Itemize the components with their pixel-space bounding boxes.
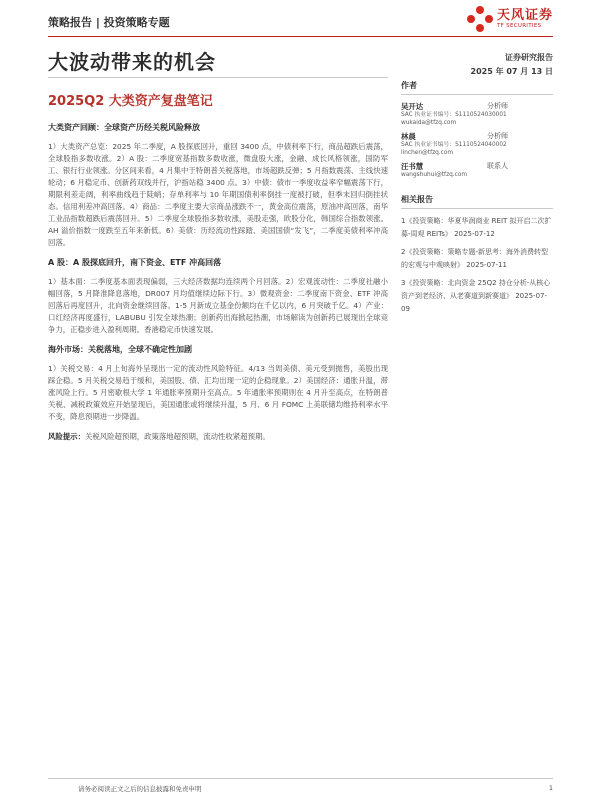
section-paragraph: 1）关税交易：4 月上旬海外呈现出一定的流动性风险特征。4/13 当周美债、美元受到抛售，美股出现踩企稳。5 月关税交易趋于缓和，美国股、债、汇均出现一定的企稳现象。2）美国经济：通胀升温，滞涨风险上行。5 月密歇根大学 1 年通胀率预期升至高点。5 年通胀率预期则在 4 月升至高点，在特朗普关税、减税政策效应开始显现后，美国通胀或将继续升温，5 月、6 月 FOMC 上美联储均维持利率水平不变，降息预期进一步降温。 — [48, 364, 388, 421]
author-email[interactable]: wukaida@tfzq.com — [401, 119, 457, 126]
title-divider — [48, 77, 388, 78]
section-overseas — [48, 344, 388, 423]
section-a-share — [48, 257, 388, 336]
author-email[interactable]: wangshuhui@tfzq.com — [401, 172, 468, 178]
related-report-link[interactable]: 1《投资策略：华夏华润商业 REIT 拟开启二次扩募-周观 REITs》 2025-07-12 — [401, 216, 552, 238]
company-logo — [467, 6, 553, 32]
author-card — [401, 131, 553, 157]
related-reports — [401, 194, 553, 316]
author-role: 联系人 — [487, 162, 508, 170]
risk-label: 风险提示： — [48, 432, 85, 441]
section-heading: 海外市场：关税落地，全球不确定性加剧 — [48, 345, 192, 354]
risk-text: 关税风险超预期，政策落地超预期，流动性收紧超预期。 — [84, 432, 270, 441]
disclaimer-note: 请务必阅读正文之后的信息披露和免责申明 — [78, 785, 202, 793]
author-card — [401, 101, 553, 127]
section-heading: 大类资产回顾：全球资产历经关税风险释放 — [48, 123, 200, 132]
related-heading: 相关报告 — [401, 194, 553, 209]
authors-heading: 作者 — [401, 80, 553, 95]
footer-divider — [48, 778, 553, 779]
page-number: 1 — [548, 784, 553, 792]
author-name: 吴开达 — [401, 102, 424, 111]
section-paragraph: 1）大类资产总览：2025 年二季度，A 股探底回升，重回 3400 点，中债利率下行，商品超跌后震荡，全球股指多数收涨。2）A 股：二季度宽基指数多数收涨，微盘股大涨，金融、成长风格领涨，国防军工、银行行业领涨。分区间来看，4 月集中于特朗普关税落地，市场超跌反弹；5 月指数震荡、主线快速轮动；6 月稳定币、创新药双线并行，沪指站稳 3400 点。3）中债：债市一季度收益率窄幅震荡下行，期限利差走阔，利率曲线趋于陡峭；存单利率与 10 年期国债利率倒挂一度被打破，但季末回归倒挂状态。信用利差冲高回落。4）商品：二季度主要大宗商品涨跌不一，黄金高位震荡，原油冲高回落，南华工业品指数超跌后震荡回升。5）二季度全球股指多数收涨，美股走强，欧股分化，韩国综合指数领涨。AH 溢价指数一度跌至五年来新低。6）美债：历经流动性踩踏、美国国债“发飞”，二季度美债利率冲高回落。 — [48, 142, 388, 247]
author-role: 分析师 — [487, 102, 508, 110]
related-report-link[interactable]: 2《投资策略：策略专题-新思考：海外消费转型的宏观与中观映射》 2025-07-11 — [401, 247, 548, 269]
main-content — [48, 122, 388, 443]
risk-warning — [48, 431, 388, 443]
section-asset-review — [48, 122, 388, 249]
author-name: 汪书慧 — [401, 162, 424, 171]
logo-icon — [467, 6, 493, 32]
author-name: 林晨 — [401, 132, 416, 141]
author-email[interactable]: linchen@tfzq.com — [401, 149, 454, 156]
section-heading: A 股：A 股探底回升，南下资金、ETF 冲高回落 — [48, 258, 222, 267]
page-subtitle: 2025Q2 大类资产复盘笔记 — [48, 94, 213, 109]
page-header — [48, 8, 553, 44]
related-report-link[interactable]: 3《投资策略：北向资金 25Q2 持仓分析-从核心资产到老经济、从老赛道到新赛道》 2025-07-09 — [401, 278, 551, 313]
logo-name-en: TF SECURITIES — [496, 23, 542, 29]
header-divider — [48, 36, 553, 37]
author-cert: SAC 执业证书编号：S1110524040002 — [401, 142, 507, 148]
author-card — [401, 161, 553, 180]
sidebar — [401, 80, 553, 321]
report-date: 2025 年 07 月 13 日 — [470, 67, 553, 76]
report-type: 证券研究报告 — [505, 53, 553, 62]
author-cert: SAC 执业证书编号：S1110524030001 — [401, 112, 507, 118]
author-role: 分析师 — [487, 132, 508, 140]
page-title: 大波动带来的机会 — [48, 50, 216, 74]
section-paragraph: 1）基本面：二季度基本面表现偏弱，三大经济数据均连续两个月回落。2）宏观流动性：二季度社融小幅回落，5 月降准降息落地，DR007 月均值继续边际下行。3）微观资金：二季度南下资金、ETF 冲高回落后再度回升，北向资金继续回落。1-5 月新成立基金份额均在千亿以内，6 月突破千亿。4）产业：口红经济再度盛行，LABUBU 引发全球热潮；创新药出海掀起热潮，市场解读为创新药已展现出全球竞争力，正稳步进入盈利周期。香港稳定币快速发展。 — [48, 277, 388, 334]
logo-name-cn: 天风证券 — [496, 8, 553, 23]
report-category: 策略报告 | 投资策略专题 — [48, 16, 170, 29]
